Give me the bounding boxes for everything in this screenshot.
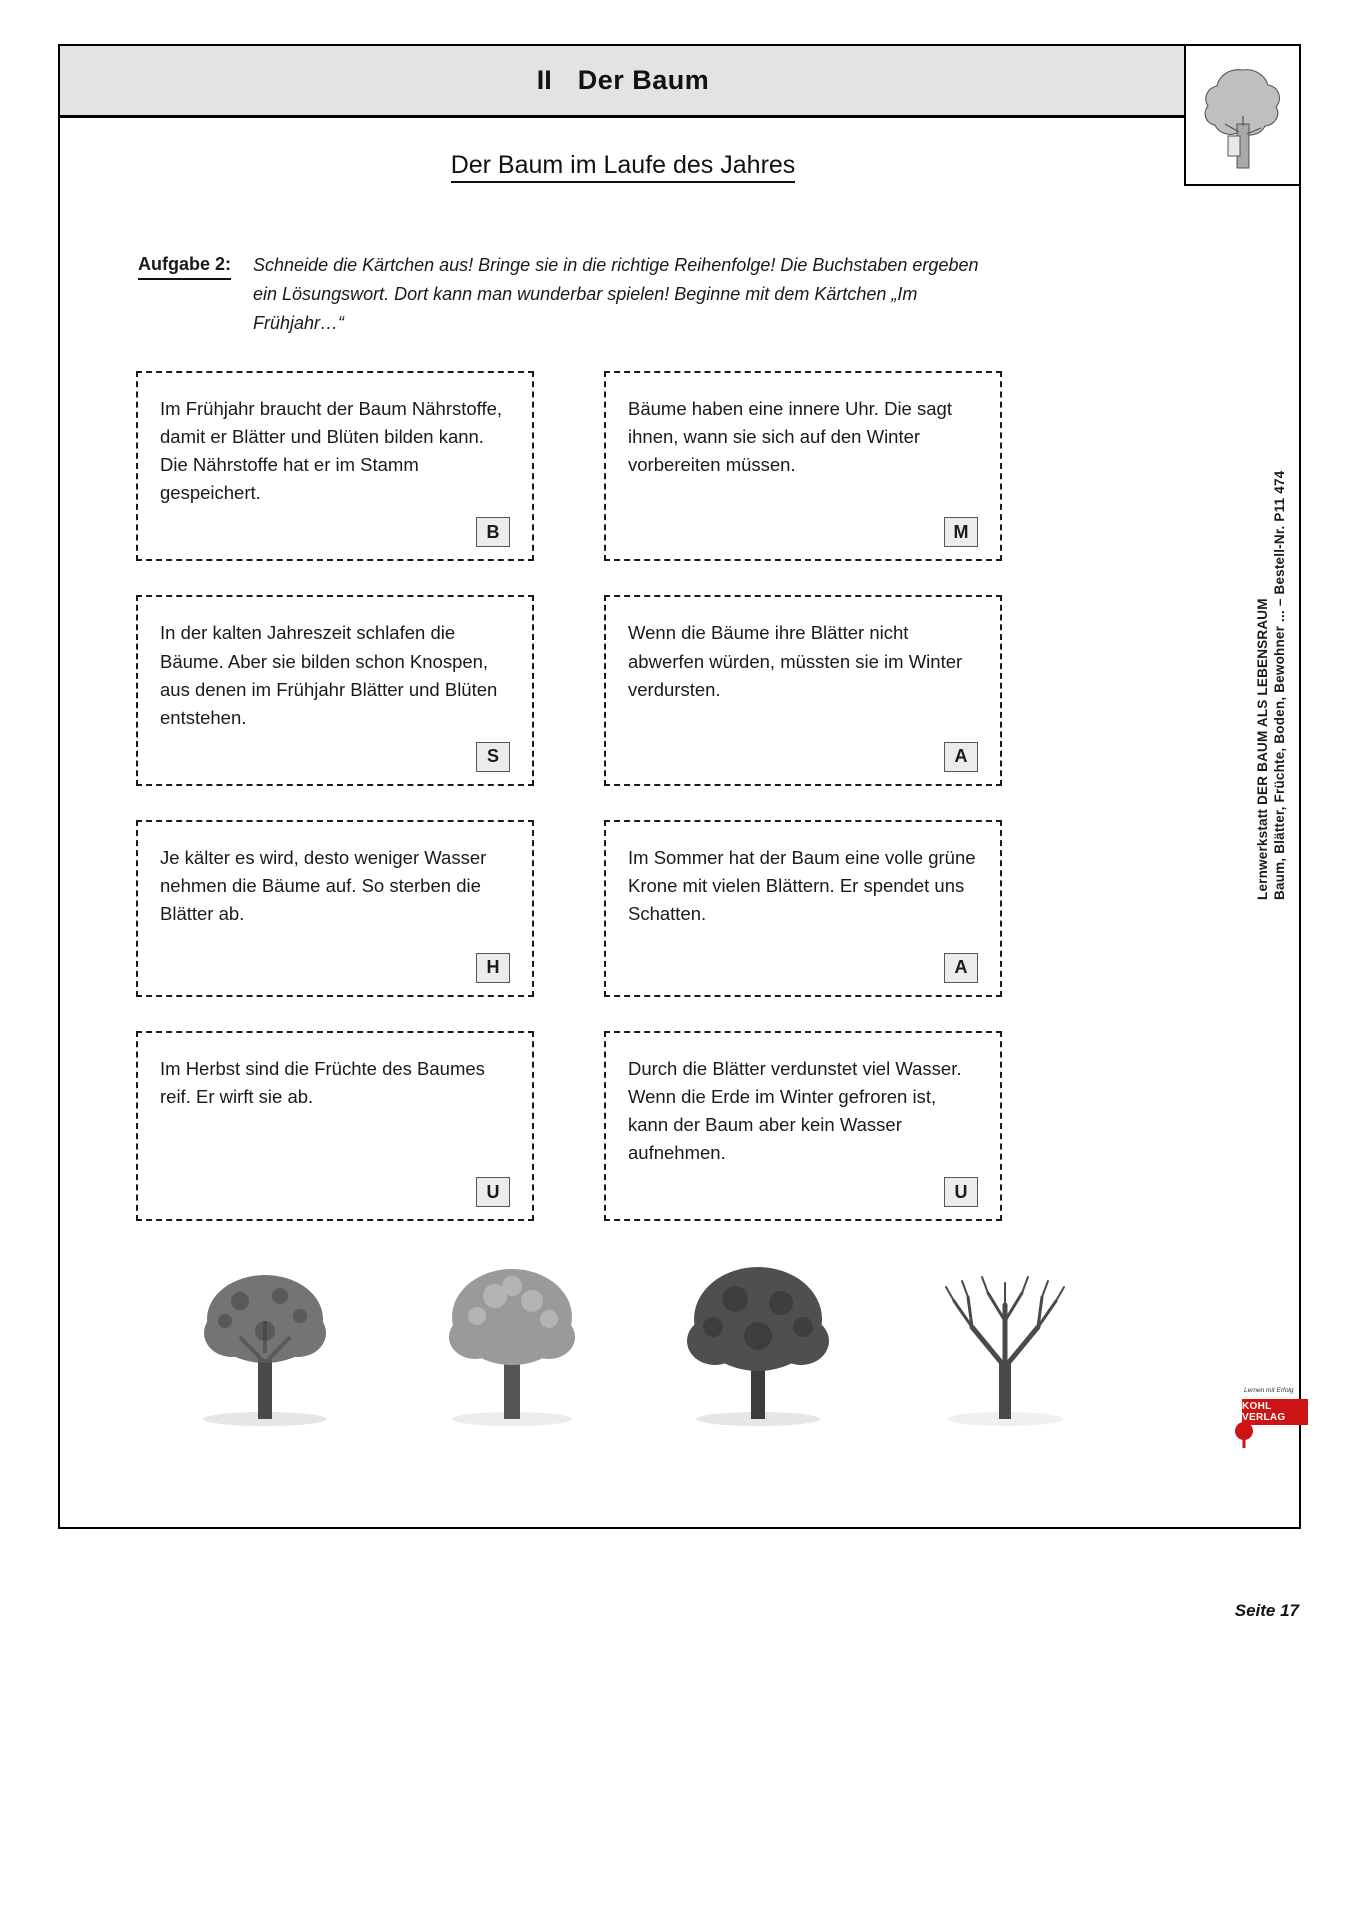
card-letter-badge: M [944, 517, 978, 547]
cut-card[interactable] [604, 1031, 1002, 1221]
margin-credit-line-1: Lernwerkstatt DER BAUM ALS LEBENSRAUM [1255, 598, 1270, 900]
tree-spring-icon [170, 1241, 360, 1431]
worksheet-title: Der Baum im Laufe des Jahres [60, 151, 1186, 180]
card-text: Im Herbst sind die Früchte des Baumes reif. Er wirft sie ab. [160, 1057, 485, 1107]
tree-summer-dark-icon [663, 1241, 853, 1431]
card-badge-row [628, 517, 978, 547]
publisher-name: KOHL VERLAG [1242, 1401, 1286, 1423]
card-text: Durch die Blätter verdunstet viel Wasser. Wenn die Erde im Winter gefroren ist, kann der Baum aber kein Wasser aufnehmen. [628, 1057, 962, 1164]
cut-card[interactable] [136, 595, 534, 785]
card-badge-row [160, 953, 510, 983]
page-header-band [60, 46, 1186, 118]
card-badge-row [628, 953, 978, 983]
margin-credit-line-2: Baum, Blätter, Früchte, Boden, Bewohner ... – Bestell-Nr. P11 474 [1272, 470, 1287, 900]
task-block [138, 251, 1058, 338]
card-letter-badge: B [476, 517, 510, 547]
card-grid [136, 371, 1136, 1221]
card-badge-row [160, 517, 510, 547]
cut-card[interactable] [604, 595, 1002, 785]
card-badge-row [628, 1177, 978, 1207]
card-letter-badge: U [476, 1177, 510, 1207]
tree-winter-bare-icon [910, 1241, 1100, 1431]
card-badge-row [160, 1177, 510, 1207]
cut-card[interactable] [604, 371, 1002, 561]
tree-logo-box [1184, 46, 1299, 186]
card-text: Im Sommer hat der Baum eine volle grüne Krone mit vielen Blättern. Er spendet uns Schatten. [628, 846, 976, 925]
header-numeral: II [536, 65, 552, 95]
task-label: Aufgabe 2: [138, 251, 231, 280]
card-letter-badge: H [476, 953, 510, 983]
publisher-tagline: Lernen mit Erfolg [1244, 1387, 1294, 1394]
card-letter-badge: U [944, 1177, 978, 1207]
publisher-logo [1232, 1387, 1310, 1457]
publisher-tree-icon [1232, 1419, 1262, 1449]
season-tree-row [170, 1241, 1100, 1431]
card-text: Im Frühjahr braucht der Baum Nährstoffe, damit er Blätter und Blüten bilden kann. Die Nährstoffe hat er im Stamm gespeichert. [160, 398, 503, 504]
cut-card[interactable] [136, 820, 534, 997]
cut-card[interactable] [604, 820, 1002, 997]
task-instruction: Schneide die Kärtchen aus! Bringe sie in die richtige Reihenfolge! Die Buchstaben ergeben ein Lösungswort. Dort kann man wunderbar spielen! Beginne mit dem Kärtchen „Im Frühjahr…“ [253, 255, 979, 334]
card-badge-row [160, 742, 510, 772]
cut-card[interactable] [136, 1031, 534, 1221]
card-text: Bäume haben eine innere Uhr. Die sagt ihnen, wann sie sich auf den Winter vorbereiten müssen. [628, 398, 952, 476]
card-text: Wenn die Bäume ihre Blätter nicht abwerfen würden, müssten sie im Winter verdursten. [628, 622, 963, 700]
card-text: In der kalten Jahreszeit schlafen die Bäume. Aber sie bilden schon Knospen, aus denen im Frühjahr Blätter und Blüten entstehen. [160, 622, 498, 728]
page-title: Der Baum [577, 65, 710, 95]
card-letter-badge: A [944, 953, 978, 983]
card-badge-row [628, 742, 978, 772]
card-letter-badge: A [944, 742, 978, 772]
card-letter-badge: S [476, 742, 510, 772]
worksheet-page [58, 44, 1301, 1620]
cut-card[interactable] [136, 371, 534, 561]
tree-logo-icon [1195, 56, 1291, 174]
page-footer: Seite 17 [1234, 1601, 1299, 1620]
tree-summer-light-icon [417, 1241, 607, 1431]
card-text: Je kälter es wird, desto weniger Wasser nehmen die Bäume auf. So sterben die Blätter ab. [160, 846, 487, 925]
